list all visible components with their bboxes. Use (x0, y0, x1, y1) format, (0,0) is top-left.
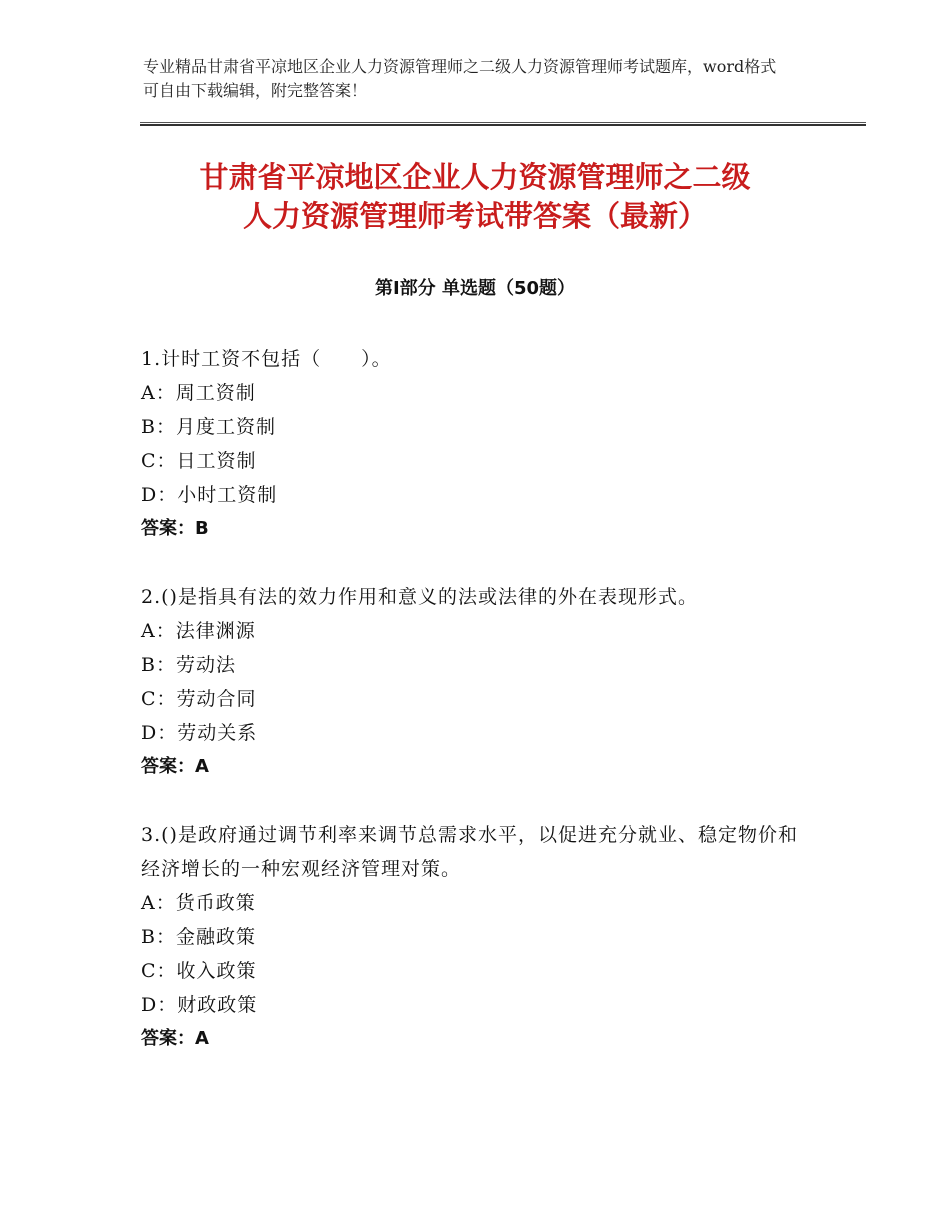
answer-label: 答案：B (141, 518, 209, 539)
question-3 (141, 818, 811, 1056)
option-b: B：金融政策 (141, 926, 256, 948)
question-1 (141, 342, 811, 546)
option-c: C：收入政策 (141, 960, 257, 982)
answer-label: 答案：A (141, 756, 209, 777)
option-b: B：月度工资制 (141, 416, 276, 438)
section-title: 第Ⅰ部分 单选题（50题） (374, 278, 575, 299)
document-title (130, 158, 820, 236)
option-d: D：财政政策 (141, 994, 258, 1016)
question-stem: 1.计时工资不包括（ ）。 (141, 348, 392, 370)
option-a: A：货币政策 (141, 892, 256, 914)
document-title-line-1: 甘肃省平凉地区企业人力资源管理师之二级 (199, 160, 751, 194)
header-divider-thin (140, 122, 866, 123)
option-d: D：劳动关系 (141, 722, 258, 744)
option-b: B：劳动法 (141, 654, 236, 676)
answer-label: 答案：A (141, 1028, 209, 1049)
question-stem: 2.()是指具有法的效力作用和意义的法或法律的外在表现形式。 (141, 586, 698, 608)
header-divider-thick (140, 124, 866, 126)
question-2 (141, 580, 811, 784)
option-a: A：法律渊源 (141, 620, 256, 642)
question-list (141, 342, 811, 1090)
header-note: 专业精品甘肃省平凉地区企业人力资源管理师之二级人力资源管理师考试题库，word格式可自由下载编辑，附完整答案！ (143, 57, 777, 100)
option-d: D：小时工资制 (141, 484, 278, 506)
question-stem: 3.()是政府通过调节利率来调节总需求水平，以促进充分就业、稳定物价和经济增长的一种宏观经济管理对策。 (141, 824, 798, 880)
option-a: A：周工资制 (141, 382, 256, 404)
document-title-line-2: 人力资源管理师考试带答案（最新） (242, 199, 707, 233)
option-c: C：劳动合同 (141, 688, 257, 710)
option-c: C：日工资制 (141, 450, 257, 472)
